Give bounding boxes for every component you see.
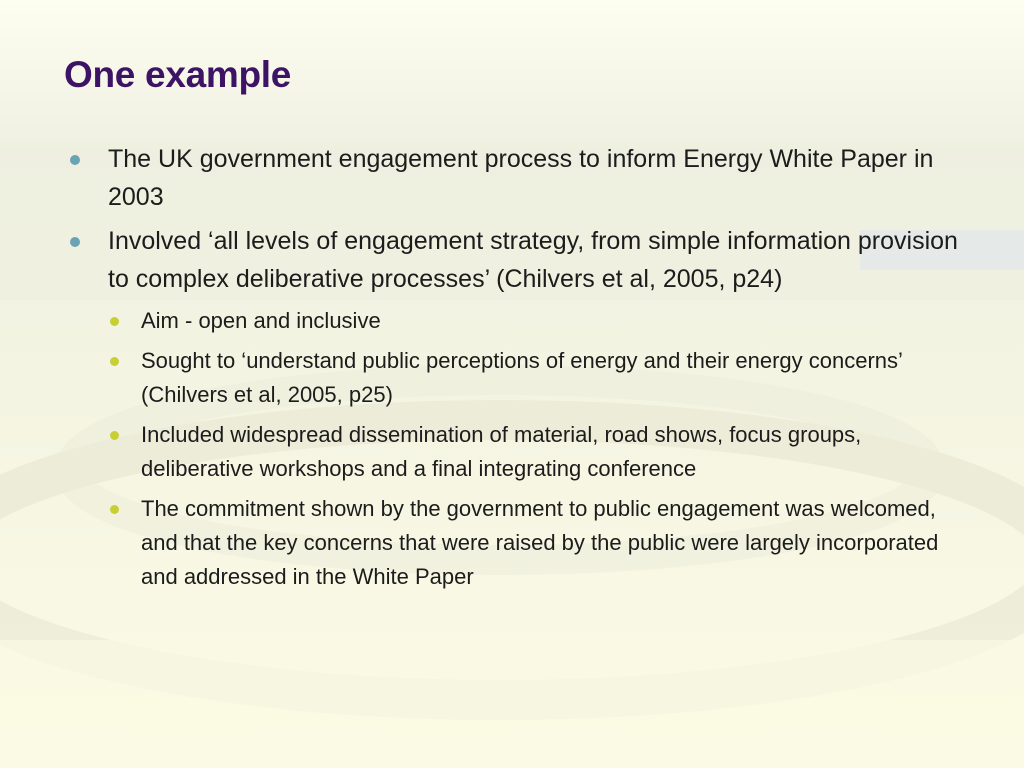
sub-bullet-item xyxy=(108,344,970,412)
bullet-dot-icon xyxy=(70,155,80,165)
bullet-text: Involved ‘all levels of engagement strategy, from simple information provision to complex deliberative processes’ (Chilvers et al, 2005, p24) xyxy=(108,227,958,293)
sub-bullet-text: Included widespread dissemination of material, road shows, focus groups, deliberative workshops and a final integrating conference xyxy=(141,422,862,481)
slide-content xyxy=(70,140,970,600)
bullet-item xyxy=(70,140,970,216)
sub-bullet-item xyxy=(108,492,970,594)
slide-title: One example xyxy=(64,54,292,95)
sub-bullet-item xyxy=(108,304,970,338)
sub-bullet-text: Sought to ‘understand public perceptions of energy and their energy concerns’ (Chilvers et al, 2005, p25) xyxy=(141,348,903,407)
bullet-list xyxy=(70,140,970,594)
sub-bullet-dot-icon xyxy=(110,317,119,326)
bullet-item xyxy=(70,222,970,594)
sub-bullet-dot-icon xyxy=(110,505,119,514)
sub-bullet-text: The commitment shown by the government to public engagement was welcomed, and that the key concerns that were raised by the public were largely incorporated and addressed in the White Paper xyxy=(141,496,939,589)
sub-bullet-dot-icon xyxy=(110,357,119,366)
sub-bullet-item xyxy=(108,418,970,486)
sub-bullet-dot-icon xyxy=(110,431,119,440)
bullet-dot-icon xyxy=(70,237,80,247)
sub-bullet-text: Aim - open and inclusive xyxy=(141,308,381,333)
sub-bullet-list xyxy=(108,304,970,594)
bullet-text: The UK government engagement process to inform Energy White Paper in 2003 xyxy=(108,145,934,211)
